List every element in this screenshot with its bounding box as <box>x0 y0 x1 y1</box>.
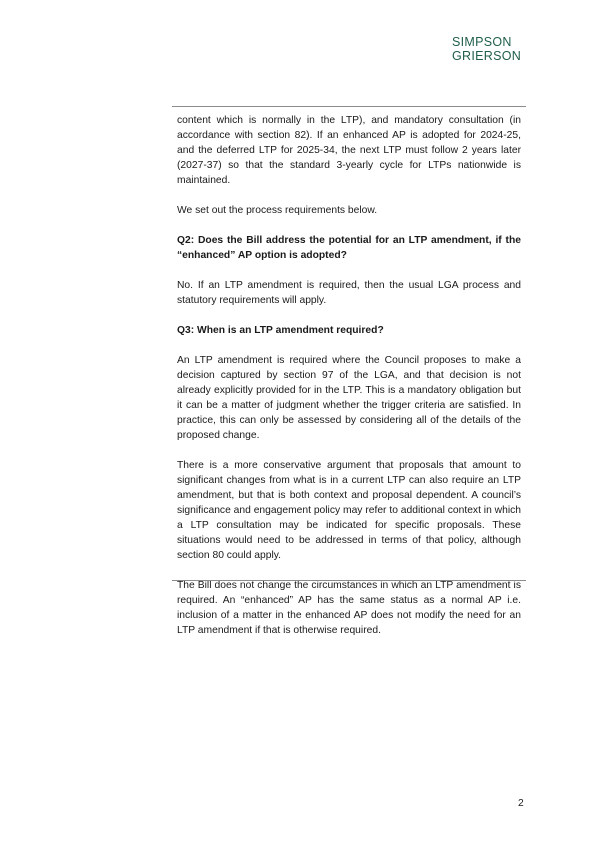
question-q2: Q2: Does the Bill address the potential for an LTP amendment, if the “enhanced” AP option is adopted? <box>177 235 521 261</box>
simpson-grierson-logo <box>452 34 542 64</box>
paragraph-6: The Bill does not change the circumstances in which an LTP amendment is required. An “enhanced” AP has the same status as a normal AP i.e. inclusion of a matter in the enhanced AP does not modify the need for an LTP amendment if that is otherwise required. <box>177 580 521 636</box>
footer-rule <box>172 580 526 581</box>
paragraph-4: An LTP amendment is required where the Council proposes to make a decision captured by section 97 of the LGA, and that decision is not already explicitly provided for in the LTP. This is a mandatory obligation but it can be a matter of judgment whether the trigger criteria are satisfied. In practice, this can only be assessed by considering all of the details of the proposed change. <box>177 355 521 441</box>
document-body <box>177 113 521 653</box>
paragraph-2: We set out the process requirements below. <box>177 205 378 216</box>
logo-line-2: GRIERSON <box>452 49 522 63</box>
paragraph-3: No. If an LTP amendment is required, then the usual LGA process and statutory requirements will apply. <box>177 280 521 306</box>
header-rule <box>172 106 526 107</box>
paragraph-5: There is a more conservative argument that proposals that amount to significant changes from what is in a current LTP can also require an LTP amendment, but that is both context and proposal dependent. A council’s significance and engagement policy may refer to additional context in which a LTP consultation may be indicated for specific proposals. These situations would need to be addressed in terms of that policy, although section 80 could apply. <box>177 460 522 561</box>
logo-line-1: SIMPSON <box>452 35 512 49</box>
paragraph-1: content which is normally in the LTP), and mandatory consultation (in accordance with section 82). If an enhanced AP is adopted for 2024-25, and the deferred LTP for 2025-34, the next LTP must follow 2 years later (2027-37) so that the standard 3-yearly cycle for LTPs nationwide is maintained. <box>177 115 521 186</box>
page-number: 2 <box>518 798 524 809</box>
question-q3: Q3: When is an LTP amendment required? <box>177 325 384 336</box>
